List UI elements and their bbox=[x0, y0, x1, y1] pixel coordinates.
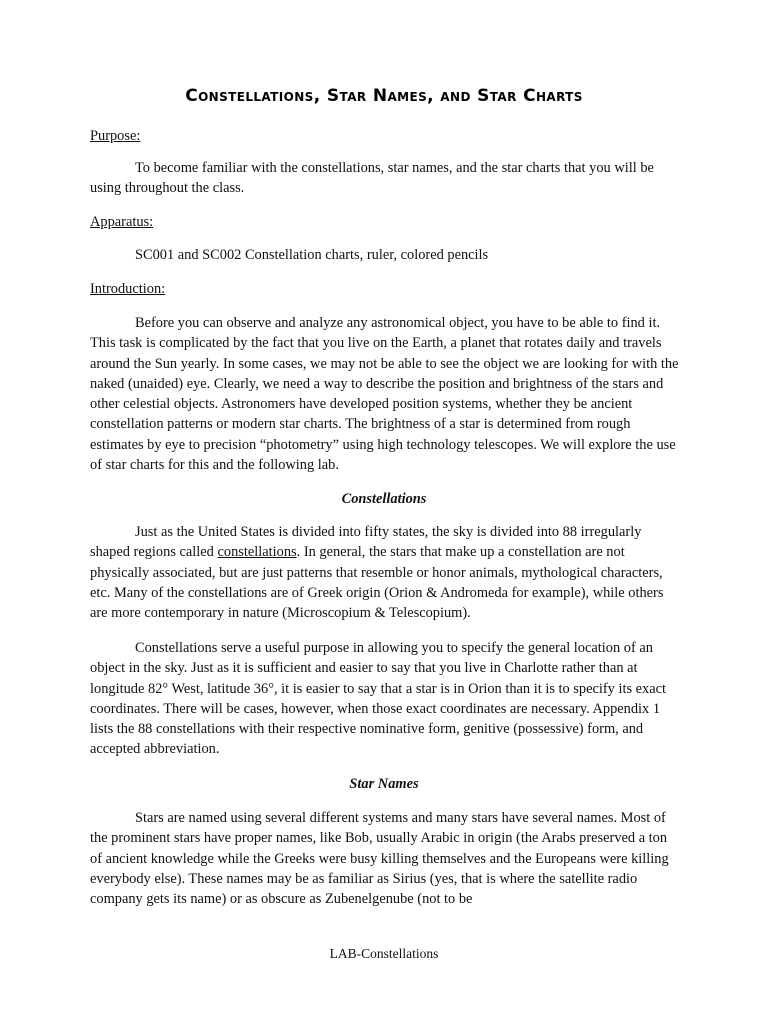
apparatus-paragraph: SC001 and SC002 Constellation charts, ruler, colored pencils bbox=[135, 247, 489, 263]
constellations-paragraph-1 bbox=[90, 522, 680, 623]
constellations-term: constellations bbox=[217, 544, 297, 561]
page-footer: LAB-Constellations bbox=[329, 946, 439, 961]
star-names-paragraph: Stars are named using several different systems and many stars have several names. Most of the prominent stars have proper names, like Bob, usually Arabic in origin (the Arabs preserved a ton of ancient knowledge while the Greeks were busy killing themselves and the Europeans were killing everybody else). These names may be as familiar as Sirius (yes, that is where the satellite radio company gets its name) or as obscure as Zubenelgenube (not to be bbox=[90, 810, 669, 908]
constellations-heading: Constellations bbox=[341, 491, 427, 507]
constellations-paragraph-2: Constellations serve a useful purpose in allowing you to specify the general location of an object in the sky. Just as it is sufficient and easier to say that you live in Charlotte rather than at longitude 82° West, latitude 36°, it is easier to say that a star is in Orion than it is to specify its exact coordinates. There will be cases, however, when those exact coordinates are necessary. Appendix 1 lists the 88 constellations with their respective nominative form, genitive (possessive) form, and accepted abbreviation. bbox=[90, 640, 667, 758]
introduction-paragraph: Before you can observe and analyze any astronomical object, you have to be able to find it. This task is complicated by the fact that you live on the Earth, a planet that rotates daily and travels around the Sun yearly. In some cases, we may not be able to see the object we are looking for with the naked (unaided) eye. Clearly, we need a way to describe the position and brightness of the stars and other celestial objects. Astronomers have developed position systems, whether they be ancient constellation patterns or modern star charts. The brightness of a star is determined from rough estimates by eye to precision “photometry” using high technology telescopes. We will explore the use of star charts for this and the following lab. bbox=[90, 315, 679, 474]
apparatus-heading: Apparatus: bbox=[90, 214, 154, 230]
constellations-p1-text-before: Just as the United States is divided into fifty states, the sky is divided into 88 irregularly shaped regions called bbox=[90, 524, 642, 561]
star-names-heading: Star Names bbox=[349, 776, 419, 792]
page-title: Constellations, Star Names, and Star Charts bbox=[185, 86, 583, 106]
introduction-heading: Introduction: bbox=[90, 281, 166, 297]
constellations-p1-text-after: . In general, the stars that make up a constellation are not physically associated, but are just patterns that resemble or honor animals, mythological characters, etc. Many of the constellations are of Greek origin (Orion & Andromeda for example), while others are more contemporary in nature (Microscopium & Telescopium). bbox=[90, 544, 664, 622]
purpose-paragraph: To become familiar with the constellations, star names, and the star charts that you will be using throughout the class. bbox=[90, 160, 654, 197]
purpose-heading: Purpose: bbox=[90, 128, 141, 144]
